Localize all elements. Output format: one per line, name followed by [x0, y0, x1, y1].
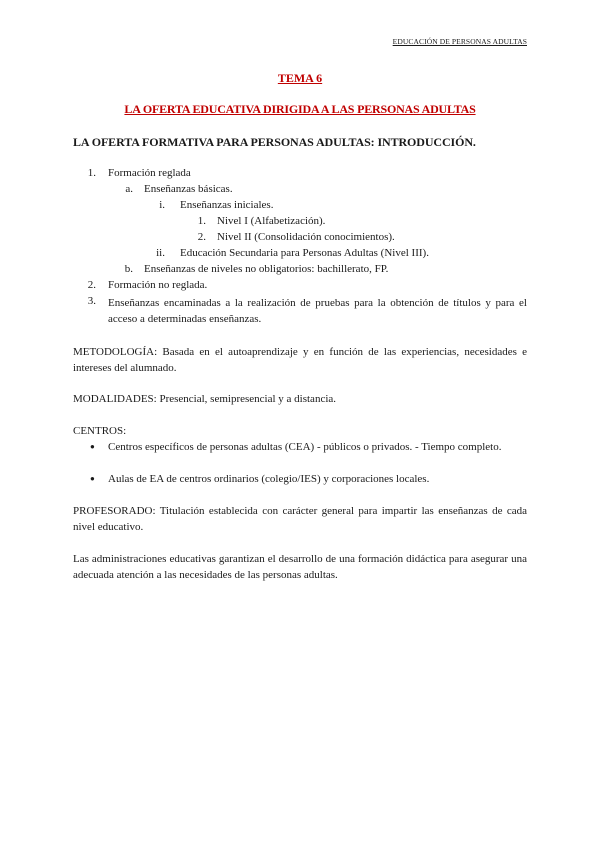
- metodologia-paragraph: METODOLOGÍA: Basada en el autoaprendizaje y en función de las experiencias, necesidades e intereses del alumnado.: [73, 346, 527, 374]
- list-marker: a.: [125, 183, 133, 195]
- list-marker: 2.: [197, 231, 206, 243]
- list-marker: 2.: [87, 279, 96, 291]
- list-marker: 1.: [197, 215, 206, 227]
- modalidades-paragraph: MODALIDADES: Presencial, semipresencial y a distancia.: [73, 393, 337, 405]
- bullet-icon: ●: [90, 474, 95, 483]
- list-item: Nivel I (Alfabetización).: [217, 215, 326, 227]
- profesorado-paragraph: PROFESORADO: Titulación establecida con carácter general para impartir las enseñanzas de cada nivel educativo.: [73, 505, 527, 533]
- list-marker: ii.: [156, 247, 165, 259]
- list-marker: 1.: [87, 167, 96, 179]
- list-item: Enseñanzas de niveles no obligatorios: bachillerato, FP.: [144, 263, 389, 275]
- list-marker: 3.: [87, 295, 96, 307]
- running-header: EDUCACIÓN DE PERSONAS ADULTAS: [392, 37, 527, 46]
- section-heading: LA OFERTA FORMATIVA PARA PERSONAS ADULTAS: INTRODUCCIÓN.: [73, 135, 476, 149]
- centros-heading: CENTROS:: [73, 425, 127, 437]
- centros-item: Centros específicos de personas adultas (CEA) - públicos o privados. - Tiempo completo.: [108, 441, 502, 453]
- list-marker: b.: [124, 263, 133, 275]
- list-item: Educación Secundaria para Personas Adultas (Nivel III).: [180, 247, 429, 259]
- list-item: Formación no reglada.: [108, 279, 208, 291]
- list-item: Nivel II (Consolidación conocimientos).: [217, 231, 395, 243]
- list-item: Enseñanzas encaminadas a la realización de pruebas para la obtención de títulos y para el acceso a determinadas enseñanzas.: [108, 297, 527, 325]
- administraciones-paragraph: Las administraciones educativas garantizan el desarrollo de una formación didáctica para asegurar una adecuada atención a las necesidades de las personas adultas.: [73, 553, 527, 581]
- bullet-icon: ●: [90, 442, 95, 451]
- document-subtitle: LA OFERTA EDUCATIVA DIRIGIDA A LAS PERSONAS ADULTAS: [124, 102, 476, 116]
- list-item: Formación reglada: [108, 167, 191, 179]
- centros-item: Aulas de EA de centros ordinarios (colegio/IES) y corporaciones locales.: [108, 473, 430, 485]
- list-item: Enseñanzas iniciales.: [180, 199, 274, 211]
- list-item: Enseñanzas básicas.: [144, 183, 233, 195]
- tema-title: TEMA 6: [277, 71, 323, 85]
- list-marker: i.: [159, 199, 165, 211]
